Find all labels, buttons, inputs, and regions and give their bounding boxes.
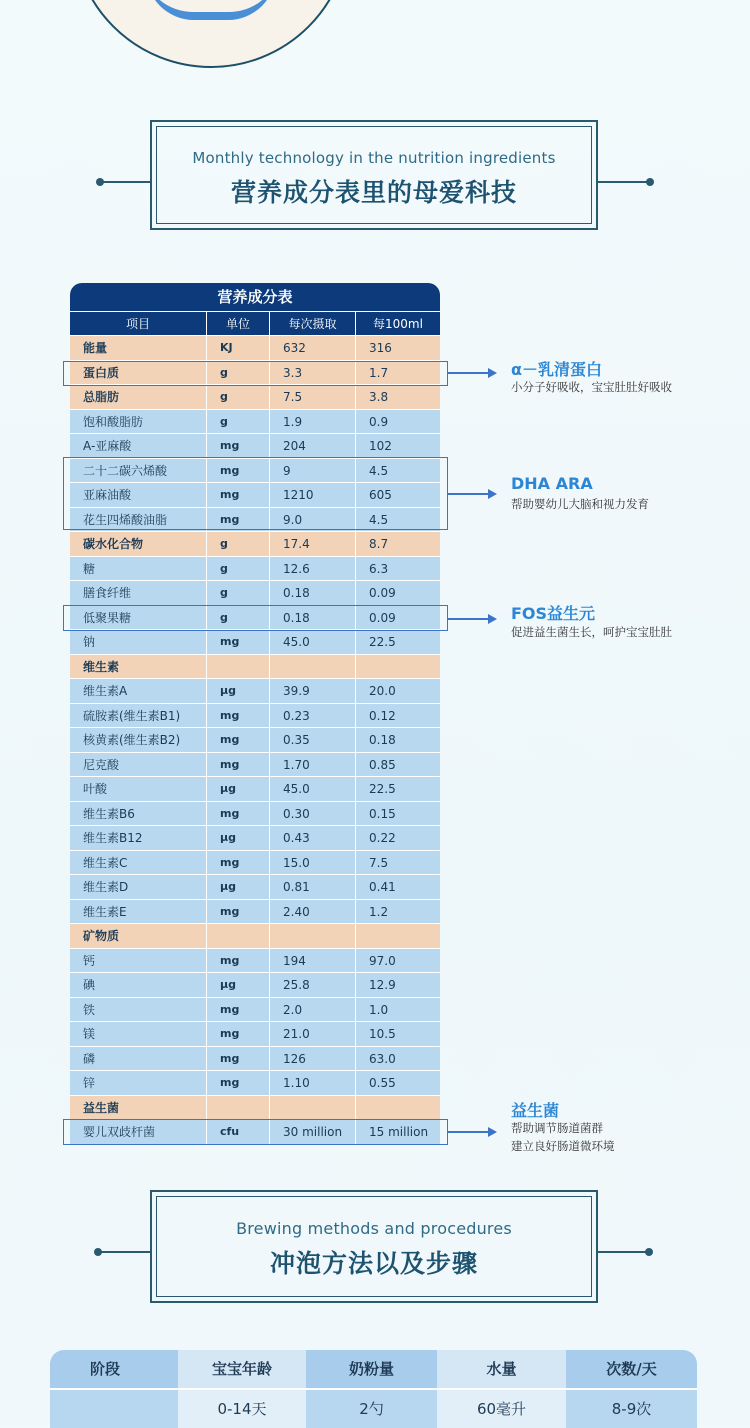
table-row bbox=[70, 972, 440, 997]
brewing-table bbox=[50, 1350, 697, 1428]
heading-dot-left bbox=[96, 178, 104, 186]
cell-per-100ml: 0.18 bbox=[355, 727, 440, 752]
cell-unit: μg bbox=[206, 678, 269, 703]
brew-cell-times: 8-9次 bbox=[566, 1388, 697, 1428]
heading2-chinese: 冲泡方法以及步骤 bbox=[269, 1249, 478, 1278]
cell-item: 低聚果糖 bbox=[70, 605, 206, 630]
cell-per-100ml: 316 bbox=[355, 335, 440, 360]
cell-item: 尼克酸 bbox=[70, 752, 206, 777]
cell-unit: mg bbox=[206, 850, 269, 875]
annotation-fos-title: FOS益生元 bbox=[511, 604, 596, 623]
cell-per-serving: 0.23 bbox=[269, 703, 355, 728]
cell-per-serving: 0.18 bbox=[269, 605, 355, 630]
highlight-dha bbox=[63, 457, 448, 530]
cell-per-serving: 7.5 bbox=[269, 384, 355, 409]
cell-per-serving: 9 bbox=[269, 458, 355, 483]
cell-unit: g bbox=[206, 360, 269, 385]
cell-item: 益生菌 bbox=[70, 1095, 206, 1120]
cell-per-serving: 12.6 bbox=[269, 556, 355, 581]
table-row bbox=[70, 850, 440, 875]
cell-unit: g bbox=[206, 531, 269, 556]
cell-unit: mg bbox=[206, 727, 269, 752]
table-row bbox=[70, 678, 440, 703]
cell-per-100ml: 6.3 bbox=[355, 556, 440, 581]
cell-per-100ml: 4.5 bbox=[355, 458, 440, 483]
table-row bbox=[70, 580, 440, 605]
cell-unit: mg bbox=[206, 752, 269, 777]
cell-per-serving: 194 bbox=[269, 948, 355, 973]
arrow-probiotic bbox=[488, 1127, 497, 1137]
cell-per-100ml: 0.09 bbox=[355, 605, 440, 630]
arrow-fos bbox=[488, 614, 497, 624]
table-row bbox=[70, 801, 440, 826]
cell-per-100ml: 4.5 bbox=[355, 507, 440, 532]
table-row bbox=[70, 703, 440, 728]
highlight-protein-line bbox=[448, 372, 488, 374]
cell-per-serving: 45.0 bbox=[269, 776, 355, 801]
brew-cell-powder: 2勺 bbox=[306, 1388, 437, 1428]
cell-unit bbox=[206, 654, 269, 679]
table-row bbox=[70, 825, 440, 850]
cell-unit: KJ bbox=[206, 335, 269, 360]
cell-item: 核黄素(维生素B2) bbox=[70, 727, 206, 752]
cell-per-100ml: 63.0 bbox=[355, 1046, 440, 1071]
nutrition-table-header bbox=[70, 311, 440, 335]
cell-unit: g bbox=[206, 580, 269, 605]
nutrition-table-title: 营养成分表 bbox=[70, 283, 440, 311]
cell-item: 维生素B6 bbox=[70, 801, 206, 826]
annotation-dha-desc: 帮助婴幼儿大脑和视力发育 bbox=[511, 497, 649, 511]
brewing-table-header bbox=[50, 1350, 697, 1388]
cell-item: 矿物质 bbox=[70, 923, 206, 948]
cell-item: 碳水化合物 bbox=[70, 531, 206, 556]
table-row bbox=[70, 1046, 440, 1071]
cell-per-100ml: 102 bbox=[355, 433, 440, 458]
cell-per-100ml: 97.0 bbox=[355, 948, 440, 973]
cell-per-100ml: 0.41 bbox=[355, 874, 440, 899]
cell-item: 维生素E bbox=[70, 899, 206, 924]
cell-per-serving bbox=[269, 1095, 355, 1120]
table-row bbox=[70, 899, 440, 924]
annotation-probiotic-title: 益生菌 bbox=[511, 1101, 560, 1120]
cell-item: 婴儿双歧杆菌 bbox=[70, 1119, 206, 1144]
product-tin-image bbox=[72, 0, 350, 68]
cell-per-serving: 21.0 bbox=[269, 1021, 355, 1046]
brew-header-age: 宝宝年龄 bbox=[178, 1350, 306, 1388]
cell-per-100ml: 22.5 bbox=[355, 776, 440, 801]
heading2-connector-right bbox=[598, 1251, 650, 1253]
cell-unit: g bbox=[206, 384, 269, 409]
highlight-fos-line bbox=[448, 618, 488, 620]
cell-per-serving: 17.4 bbox=[269, 531, 355, 556]
cell-item: 维生素B12 bbox=[70, 825, 206, 850]
cell-per-100ml: 1.2 bbox=[355, 899, 440, 924]
cell-item: 总脂肪 bbox=[70, 384, 206, 409]
brew-cell-water: 60毫升 bbox=[437, 1388, 566, 1428]
cell-item: A-亚麻酸 bbox=[70, 433, 206, 458]
cell-unit: mg bbox=[206, 1070, 269, 1095]
arrow-protein bbox=[488, 368, 497, 378]
cell-per-100ml: 10.5 bbox=[355, 1021, 440, 1046]
cell-per-100ml: 0.55 bbox=[355, 1070, 440, 1095]
table-row bbox=[70, 1021, 440, 1046]
heading-chinese: 营养成分表里的母爱科技 bbox=[230, 178, 517, 207]
arrow-dha bbox=[488, 489, 497, 499]
heading2-dot-right bbox=[645, 1248, 653, 1256]
cell-per-serving: 0.30 bbox=[269, 801, 355, 826]
cell-item: 二十二碳六烯酸 bbox=[70, 458, 206, 483]
cell-item: 钠 bbox=[70, 629, 206, 654]
cell-per-serving: 25.8 bbox=[269, 972, 355, 997]
cell-per-serving: 1.9 bbox=[269, 409, 355, 434]
cell-per-serving: 0.18 bbox=[269, 580, 355, 605]
brew-cell-age: 0-14天 bbox=[178, 1388, 306, 1428]
cell-unit: μg bbox=[206, 874, 269, 899]
cell-unit: g bbox=[206, 605, 269, 630]
cell-unit: mg bbox=[206, 433, 269, 458]
heading-connector-right bbox=[598, 181, 650, 183]
cell-per-serving: 1.10 bbox=[269, 1070, 355, 1095]
cell-unit: μg bbox=[206, 825, 269, 850]
brewing-section-heading bbox=[150, 1190, 598, 1303]
cell-per-100ml: 15 million bbox=[355, 1119, 440, 1144]
cell-per-serving: 204 bbox=[269, 433, 355, 458]
cell-per-100ml: 7.5 bbox=[355, 850, 440, 875]
header-unit: 单位 bbox=[206, 311, 269, 335]
brew-header-stage: 阶段 bbox=[50, 1350, 178, 1388]
cell-item: 饱和酸脂肪 bbox=[70, 409, 206, 434]
cell-unit: mg bbox=[206, 1046, 269, 1071]
cell-item: 碘 bbox=[70, 972, 206, 997]
nutrition-section-heading bbox=[150, 120, 598, 230]
cell-item: 硫胺素(维生素B1) bbox=[70, 703, 206, 728]
brew-header-times: 次数/天 bbox=[566, 1350, 697, 1388]
cell-per-100ml: 22.5 bbox=[355, 629, 440, 654]
cell-per-100ml bbox=[355, 654, 440, 679]
cell-item: 锌 bbox=[70, 1070, 206, 1095]
table-row bbox=[70, 335, 440, 360]
cell-unit: mg bbox=[206, 801, 269, 826]
table-row bbox=[70, 923, 440, 948]
cell-per-100ml: 1.0 bbox=[355, 997, 440, 1022]
cell-per-100ml: 0.12 bbox=[355, 703, 440, 728]
cell-per-100ml: 20.0 bbox=[355, 678, 440, 703]
table-row bbox=[70, 384, 440, 409]
table-row bbox=[70, 752, 440, 777]
annotation-fos-desc: 促进益生菌生长，呵护宝宝肚肚 bbox=[511, 625, 672, 639]
table-row bbox=[70, 776, 440, 801]
highlight-protein bbox=[63, 361, 448, 386]
nutrition-table bbox=[70, 283, 440, 1144]
brewing-table-row bbox=[50, 1388, 697, 1428]
cell-per-serving: 9.0 bbox=[269, 507, 355, 532]
heading-connector-left bbox=[100, 181, 152, 183]
heading2-dot-left bbox=[94, 1248, 102, 1256]
cell-per-100ml bbox=[355, 1095, 440, 1120]
table-row bbox=[70, 997, 440, 1022]
cell-per-serving: 3.3 bbox=[269, 360, 355, 385]
cell-item: 钙 bbox=[70, 948, 206, 973]
cell-unit: mg bbox=[206, 458, 269, 483]
table-row bbox=[70, 948, 440, 973]
cell-per-100ml: 0.9 bbox=[355, 409, 440, 434]
header-item: 项目 bbox=[70, 311, 206, 335]
cell-per-serving: 126 bbox=[269, 1046, 355, 1071]
table-row bbox=[70, 727, 440, 752]
cell-per-serving: 39.9 bbox=[269, 678, 355, 703]
cell-unit: mg bbox=[206, 507, 269, 532]
cell-unit: mg bbox=[206, 948, 269, 973]
cell-per-100ml: 605 bbox=[355, 482, 440, 507]
cell-item: 维生素A bbox=[70, 678, 206, 703]
annotation-probiotic-desc1: 帮助调节肠道菌群 bbox=[511, 1121, 603, 1135]
cell-unit: μg bbox=[206, 972, 269, 997]
annotation-protein-title: α－乳清蛋白 bbox=[511, 360, 602, 379]
cell-unit: mg bbox=[206, 997, 269, 1022]
cell-unit: mg bbox=[206, 1021, 269, 1046]
heading-english: Monthly technology in the nutrition ingredients bbox=[192, 149, 556, 167]
cell-item: 叶酸 bbox=[70, 776, 206, 801]
brew-cell-stage bbox=[50, 1388, 178, 1428]
cell-unit: mg bbox=[206, 899, 269, 924]
table-row bbox=[70, 409, 440, 434]
cell-item: 能量 bbox=[70, 335, 206, 360]
cell-per-serving: 15.0 bbox=[269, 850, 355, 875]
cell-per-100ml: 0.09 bbox=[355, 580, 440, 605]
cell-per-100ml: 3.8 bbox=[355, 384, 440, 409]
cell-per-100ml bbox=[355, 923, 440, 948]
cell-per-100ml: 1.7 bbox=[355, 360, 440, 385]
table-row bbox=[70, 556, 440, 581]
cell-item: 铁 bbox=[70, 997, 206, 1022]
cell-unit bbox=[206, 923, 269, 948]
cell-unit: μg bbox=[206, 776, 269, 801]
cell-item: 维生素C bbox=[70, 850, 206, 875]
cell-unit: cfu bbox=[206, 1119, 269, 1144]
brew-header-powder: 奶粉量 bbox=[306, 1350, 437, 1388]
cell-item: 糖 bbox=[70, 556, 206, 581]
cell-unit: g bbox=[206, 556, 269, 581]
cell-per-100ml: 0.85 bbox=[355, 752, 440, 777]
cell-per-serving: 2.40 bbox=[269, 899, 355, 924]
cell-per-100ml: 8.7 bbox=[355, 531, 440, 556]
table-row bbox=[70, 654, 440, 679]
heading-dot-right bbox=[646, 178, 654, 186]
table-row bbox=[70, 1070, 440, 1095]
table-row bbox=[70, 1095, 440, 1120]
cell-per-100ml: 12.9 bbox=[355, 972, 440, 997]
heading2-english: Brewing methods and procedures bbox=[236, 1219, 512, 1238]
cell-per-serving: 45.0 bbox=[269, 629, 355, 654]
brew-header-water: 水量 bbox=[437, 1350, 566, 1388]
cell-per-100ml: 0.15 bbox=[355, 801, 440, 826]
table-row bbox=[70, 874, 440, 899]
cell-item: 蛋白质 bbox=[70, 360, 206, 385]
highlight-probiotic-line bbox=[448, 1131, 488, 1133]
table-row bbox=[70, 629, 440, 654]
cell-unit: mg bbox=[206, 629, 269, 654]
cell-per-serving bbox=[269, 654, 355, 679]
cell-item: 花生四烯酸油脂 bbox=[70, 507, 206, 532]
cell-per-serving: 1.70 bbox=[269, 752, 355, 777]
cell-item: 维生素 bbox=[70, 654, 206, 679]
highlight-dha-line bbox=[448, 493, 488, 495]
cell-unit: g bbox=[206, 409, 269, 434]
cell-unit: mg bbox=[206, 703, 269, 728]
highlight-probiotic bbox=[63, 1119, 448, 1145]
cell-per-serving: 632 bbox=[269, 335, 355, 360]
cell-item: 磷 bbox=[70, 1046, 206, 1071]
heading2-connector-left bbox=[98, 1251, 150, 1253]
annotation-probiotic-desc2: 建立良好肠道微环境 bbox=[511, 1139, 615, 1153]
cell-per-serving bbox=[269, 923, 355, 948]
cell-per-100ml: 0.22 bbox=[355, 825, 440, 850]
cell-unit: mg bbox=[206, 482, 269, 507]
cell-per-serving: 2.0 bbox=[269, 997, 355, 1022]
annotation-protein-desc: 小分子好吸收，宝宝肚肚好吸收 bbox=[511, 380, 672, 394]
cell-per-serving: 0.35 bbox=[269, 727, 355, 752]
header-per-100ml: 每100ml bbox=[355, 311, 440, 335]
cell-per-serving: 1210 bbox=[269, 482, 355, 507]
highlight-fos bbox=[63, 605, 448, 631]
cell-per-serving: 0.81 bbox=[269, 874, 355, 899]
cell-item: 维生素D bbox=[70, 874, 206, 899]
cell-item: 膳食纤维 bbox=[70, 580, 206, 605]
cell-item: 镁 bbox=[70, 1021, 206, 1046]
cell-unit bbox=[206, 1095, 269, 1120]
cell-per-serving: 0.43 bbox=[269, 825, 355, 850]
cell-per-serving: 30 million bbox=[269, 1119, 355, 1144]
table-row bbox=[70, 531, 440, 556]
cell-item: 亚麻油酸 bbox=[70, 482, 206, 507]
annotation-dha-title: DHA ARA bbox=[511, 474, 593, 493]
table-row bbox=[70, 433, 440, 458]
header-per-serving: 每次摄取 bbox=[269, 311, 355, 335]
